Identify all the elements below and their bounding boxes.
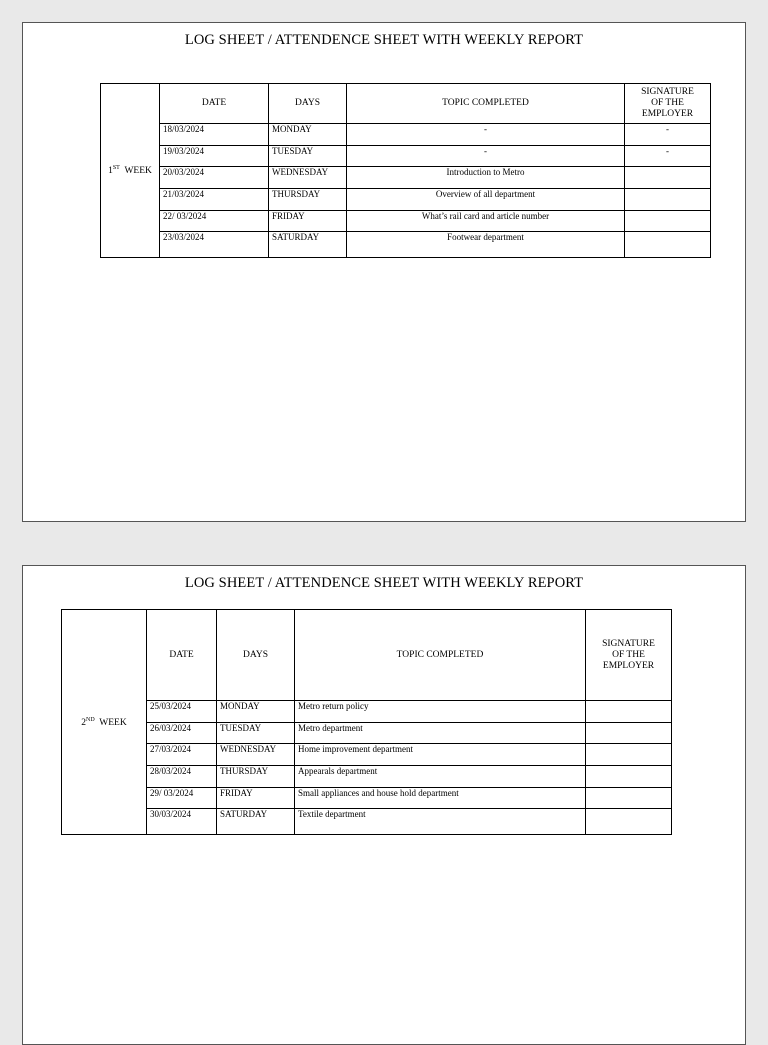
page-title: LOG SHEET / ATTENDENCE SHEET WITH WEEKLY REPORT bbox=[184, 575, 584, 591]
signature-cell bbox=[586, 744, 672, 766]
topic-cell: Metro return policy bbox=[295, 701, 586, 723]
table-row bbox=[101, 145, 711, 167]
date-cell: 19/03/2024 bbox=[160, 145, 269, 167]
table-header-row bbox=[62, 610, 672, 701]
signature-cell bbox=[625, 232, 711, 258]
topic-cell: Appearals department bbox=[295, 766, 586, 788]
day-cell: WEDNESDAY bbox=[217, 744, 295, 766]
signature-cell: - bbox=[625, 145, 711, 167]
topic-cell: Overview of all department bbox=[347, 189, 625, 211]
signature-cell bbox=[586, 809, 672, 835]
signature-cell bbox=[586, 766, 672, 788]
date-cell: 29/ 03/2024 bbox=[147, 787, 217, 809]
date-cell: 22/ 03/2024 bbox=[160, 210, 269, 232]
signature-cell bbox=[586, 787, 672, 809]
date-cell: 23/03/2024 bbox=[160, 232, 269, 258]
day-cell: WEDNESDAY bbox=[269, 167, 347, 189]
week-label: 1ST WEEK bbox=[101, 84, 160, 258]
header-date: DATE bbox=[160, 84, 269, 124]
day-cell: MONDAY bbox=[217, 701, 295, 723]
topic-cell: What’s rail card and article number bbox=[347, 210, 625, 232]
table-row bbox=[62, 809, 672, 835]
day-cell: MONDAY bbox=[269, 124, 347, 146]
topic-cell: - bbox=[347, 145, 625, 167]
signature-cell bbox=[586, 701, 672, 723]
topic-cell: Small appliances and house hold department bbox=[295, 787, 586, 809]
header-days: DAYS bbox=[269, 84, 347, 124]
table-row bbox=[101, 167, 711, 189]
log-table-week-1 bbox=[100, 83, 711, 258]
page-title: LOG SHEET / ATTENDENCE SHEET WITH WEEKLY REPORT bbox=[184, 32, 584, 48]
day-cell: SATURDAY bbox=[217, 809, 295, 835]
day-cell: SATURDAY bbox=[269, 232, 347, 258]
table-row bbox=[101, 210, 711, 232]
topic-cell: Footwear department bbox=[347, 232, 625, 258]
date-cell: 21/03/2024 bbox=[160, 189, 269, 211]
header-date: DATE bbox=[147, 610, 217, 701]
signature-cell bbox=[625, 189, 711, 211]
signature-cell bbox=[625, 167, 711, 189]
day-cell: THURSDAY bbox=[269, 189, 347, 211]
day-cell: TUESDAY bbox=[269, 145, 347, 167]
week-label: 2ND WEEK bbox=[62, 610, 147, 835]
date-cell: 30/03/2024 bbox=[147, 809, 217, 835]
log-table-week-2 bbox=[61, 609, 672, 835]
signature-cell bbox=[586, 722, 672, 744]
day-cell: THURSDAY bbox=[217, 766, 295, 788]
topic-cell: Introduction to Metro bbox=[347, 167, 625, 189]
table-row bbox=[62, 701, 672, 723]
topic-cell: - bbox=[347, 124, 625, 146]
table-row bbox=[62, 744, 672, 766]
header-days: DAYS bbox=[217, 610, 295, 701]
topic-cell: Textile department bbox=[295, 809, 586, 835]
date-cell: 20/03/2024 bbox=[160, 167, 269, 189]
document-page-1 bbox=[22, 22, 746, 522]
header-signature: SIGNATURE OF THE EMPLOYER bbox=[625, 84, 711, 124]
header-signature: SIGNATURE OF THE EMPLOYER bbox=[586, 610, 672, 701]
table-row bbox=[101, 232, 711, 258]
date-cell: 27/03/2024 bbox=[147, 744, 217, 766]
document-page-2 bbox=[22, 565, 746, 1045]
signature-cell bbox=[625, 210, 711, 232]
day-cell: FRIDAY bbox=[269, 210, 347, 232]
table-row bbox=[101, 124, 711, 146]
table-row bbox=[62, 722, 672, 744]
table-row bbox=[101, 189, 711, 211]
header-topic: TOPIC COMPLETED bbox=[295, 610, 586, 701]
table-header-row bbox=[101, 84, 711, 124]
date-cell: 18/03/2024 bbox=[160, 124, 269, 146]
topic-cell: Metro department bbox=[295, 722, 586, 744]
date-cell: 25/03/2024 bbox=[147, 701, 217, 723]
table-row bbox=[62, 766, 672, 788]
day-cell: TUESDAY bbox=[217, 722, 295, 744]
topic-cell: Home improvement department bbox=[295, 744, 586, 766]
header-topic: TOPIC COMPLETED bbox=[347, 84, 625, 124]
day-cell: FRIDAY bbox=[217, 787, 295, 809]
table-row bbox=[62, 787, 672, 809]
signature-cell: - bbox=[625, 124, 711, 146]
date-cell: 26/03/2024 bbox=[147, 722, 217, 744]
date-cell: 28/03/2024 bbox=[147, 766, 217, 788]
